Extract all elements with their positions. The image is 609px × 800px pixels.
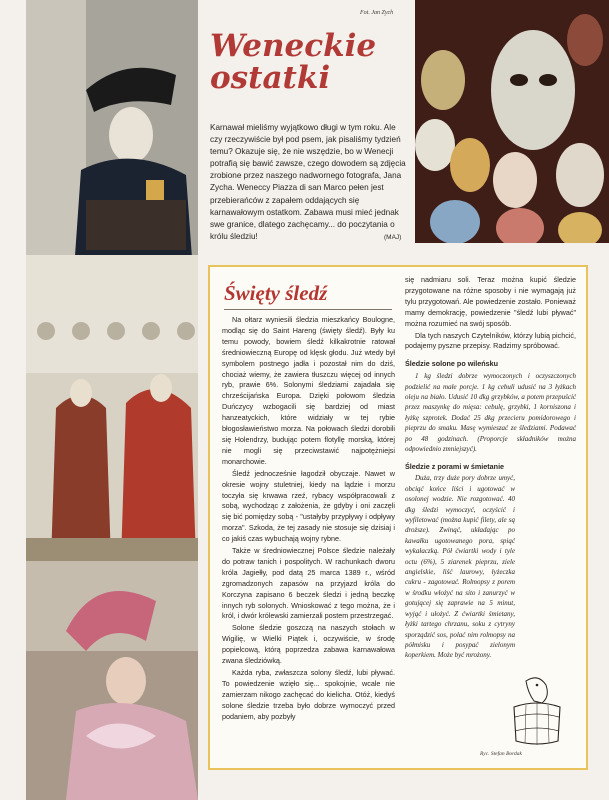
photo-masks-wall (415, 0, 609, 243)
article-title: Święty śledź (224, 281, 328, 305)
article-paragraph: Dla tych naszych Czytelników, którzy lubią pichcić, podajemy pyszne przepisy. Radzimy spróbować. (405, 330, 576, 351)
recipe-2-text: Duża, trzy duże pory dobrze umyć, obciąć końce liści i ugotować w osolonej wodzie. Nie rozgotować. 40 dkg śledzi wymoczyć, oczyścić i wyfiletować (można kupić filety, ale są droższe). Zwinąć, układając po kawałku ugotowanego pora, spiąć wykałaczką. Pół ćwiartki wody i tyle octu (6%), 5 ziarenek pieprzu, ziele angielskie, liść laurowy, łyżeczka cukru - zagotować. Rolmopsy z porem w środku włożyć na sito i zanurzyć w gotującej się zaprawie na 5 minut, wyjąć i ułożyć. Z ćwiartki śmietany, łyżki tartego chrzanu, soku z cytryny sporządzić sos, polać nim rolmopsy na półmisku i posypać zielonym koperkiem. Może być mrożony. (405, 474, 515, 660)
page-title: Weneckie ostatki (210, 28, 377, 96)
recipe-2-title: Śledzie z porami w śmietanie (405, 461, 505, 471)
article-paragraph: Także w średniowiecznej Polsce śledzie należały do potraw tanich i pospolitych. W rachunkach dworu króla Jagiełły, pod datą 25 marca 1389 r., wśród zgromadzonych zapasów na przyjazd króla do Korczyna zapisano 6 beczek śledzi i jedną beczkę innych ryb solonych. Wnioskować z tego można, że i król, i dwór królewski zamierzali postem przestrzegać. (222, 546, 395, 621)
photo-credit: Fot. Jan Zych (360, 10, 394, 16)
article-paragraph: Solone śledzie goszczą na naszych stołach w Wigilię, w Wielki Piątek i, oczywiście, w środę popielcową, którą poprzedza zabawa karnawałowa zwana śledziówką. (222, 623, 395, 666)
article-paragraph: Śledź jednocześnie łagodził obyczaje. Nawet w okresie wojny stuletniej, kiedy na lądzie i morzu toczyła się krwawa rzeź, rybacy współpracowali z sobą, wychodząc z założenia, że gdyby i oni zaczęli się bić pomiędzy sobą - "ustałyby przypływy i odpływy morza". Szkoda, że tej zasady nie stosuje się dzisiaj i co jakiś czas wybuchają wojny rybne. (222, 468, 395, 544)
photo-carnival-officer (26, 0, 198, 313)
recipe-1-text: 1 kg śledzi dobrze wymoczonych i oczyszczonych podzielić na małe porcje. 1 kg cebuli udusić na 3 łyżkach oleju na biało. Udusić 10 dkg grzybków, a potem przepuścić przez maszynkę do mięsa: cebulę, grzybki, 1 korniszona i łyżkę szprotek. Dodać 25 dkg przecieru pomidorowego i pieprzu do smaku. Masę wymieszać ze śledziami. Podawać po 48 godzinach. (Proporcje składników można odpowiednio zmniejszyć). (405, 372, 576, 454)
article-paragraph: Każda ryba, zwłaszcza solony śledź, lubi pływać. To powiedzenie wzięło się... spokojnie, wcale nie zamierzam nikogo zachęcać do kielicha. Otóż, kiedyś solone śledzie trzeba było dobrze wymoczyć przed podaniem, aby pozbyły (222, 668, 395, 721)
article-column-right (405, 275, 576, 662)
article-column-left (222, 315, 395, 724)
intro-paragraph: Karnawał mieliśmy wyjątkowo długi w tym roku. Ale czy rzeczywiście był pod psem, jak pisaliśmy tydzień temu? Okazuje się, że nie wszędzie, bo w Wenecji potrafią się bawić zawsze, czego dowodem są zdjęcia zrobione przez naszego nadwornego fotografa, Jana Zycha. Weneccy Piazza di san Marco pełen jest przebierańców z zapałem oddających się karnawałowym ostatkom. Zabawa musi mieć jednak swe granice, dlatego zachęcamy... do poczytania o królu śledziu! (210, 123, 406, 241)
article-paragraph: się nadmiaru soli. Teraz można kupić śledzie przygotowane na różne sposoby i nie wymagają już tylu przygotowań. Ale powiedzenie zostało. Ponieważ mamy demokrację, powiedzenie "śledź lubi pływać" można rozumieć na swój sposób. (405, 275, 576, 328)
illustration-credit: Ryc. Stefan Bordak (480, 751, 523, 757)
photo-masked-couple (26, 313, 198, 561)
article-box (208, 265, 588, 770)
recipe-1-title: Śledzie solone po wileńsku (405, 359, 499, 369)
intro-signature: (MAJ) (384, 234, 402, 241)
photo-feathered-lady (26, 561, 198, 800)
article-paragraph: Na ołtarz wyniesili śledzia mieszkańcy Boulogne, modląc się do Saint Hareng (święty śledź). Były ku temu powody, bowiem śledź kilkakrotnie ratował średniowieczną Europę od klęsk głodu. Już wtedy był symbolem postnego jadła i pozostał nim do dziś, chociaż wiemy, że zawiera tłuszczu więcej od innych ryb, prawie 6%. Solonymi śledziami zajadała się chrześcijańska Europa. Dzięki połowom śledzia Duńczycy wzbogacili się bardziej od miast hanzeatyckich, które widziały w tej rybie błogosławieństwo morza. Na połowach śledzi dorobili się Holendrzy, budując potem flotyllę morską, której nie mogli się przeciwstawić najpotężniejsi monarchowie. (222, 315, 395, 466)
title-rule (224, 309, 392, 310)
fish-barrel-illustration (510, 675, 564, 745)
